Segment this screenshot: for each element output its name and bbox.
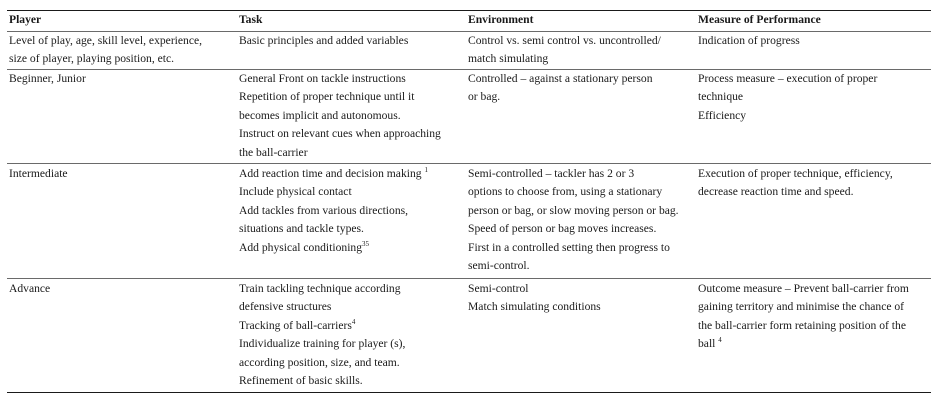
row-advance-measure: Outcome measure – Prevent ball-carrier from gaining territory and minimise the chance of the ball-carrier form retaining position of the ball $^4$ — [698, 282, 909, 351]
row-advance-task: Train tackling technique according defensive structures Tracking of ball-carriers$^4$ Individualize training for player (s), according position, size, and team. Refinement of basic skills. — [239, 282, 406, 388]
row-intermediate-player: Intermediate — [9, 167, 68, 180]
table-bottom-rule — [7, 392, 931, 393]
row-advance-environment: Semi-control Match simulating conditions — [468, 282, 601, 314]
row-intermediate-measure: Execution of proper technique, efficiency, decrease reaction time and speed. — [698, 167, 893, 199]
header-player: Player — [9, 13, 42, 26]
row-beginner-task: General Front on tackle instructions Repetition of proper technique until it becomes implicit and autonomous. Instruct on relevant cues when approaching the ball-carrier — [239, 72, 441, 159]
row-advance-player: Advance — [9, 282, 51, 295]
header-environment: Environment — [468, 13, 534, 26]
row-general-measure: Indication of progress — [698, 34, 800, 47]
header-measure: Measure of Performance — [698, 13, 821, 26]
row-divider — [7, 278, 931, 279]
row-beginner-player: Beginner, Junior — [9, 72, 86, 85]
row-intermediate-task: Add reaction time and decision making $^1$ Include physical contact Add tackles from various directions, situations and tackle types. Add physical conditioning$^{35}$ — [239, 166, 428, 254]
row-beginner-measure: Process measure – execution of proper technique Efficiency — [698, 72, 878, 122]
row-general-task: Basic principles and added variables — [239, 34, 409, 47]
row-general-environment: Control vs. semi control vs. uncontrolled/ match simulating — [468, 34, 661, 66]
row-general-player: Level of play, age, skill level, experience, size of player, playing position, etc. — [9, 34, 203, 66]
row-divider — [7, 163, 931, 164]
header-task: Task — [239, 13, 263, 26]
row-beginner-environment: Controlled – against a stationary person or bag. — [468, 72, 653, 104]
row-intermediate-environment: Semi-controlled – tackler has 2 or 3 options to choose from, using a stationary person or bag, or slow moving person or bag. Speed of person or bag moves increases. First in a controlled setting then progress to semi-control. — [468, 167, 679, 273]
